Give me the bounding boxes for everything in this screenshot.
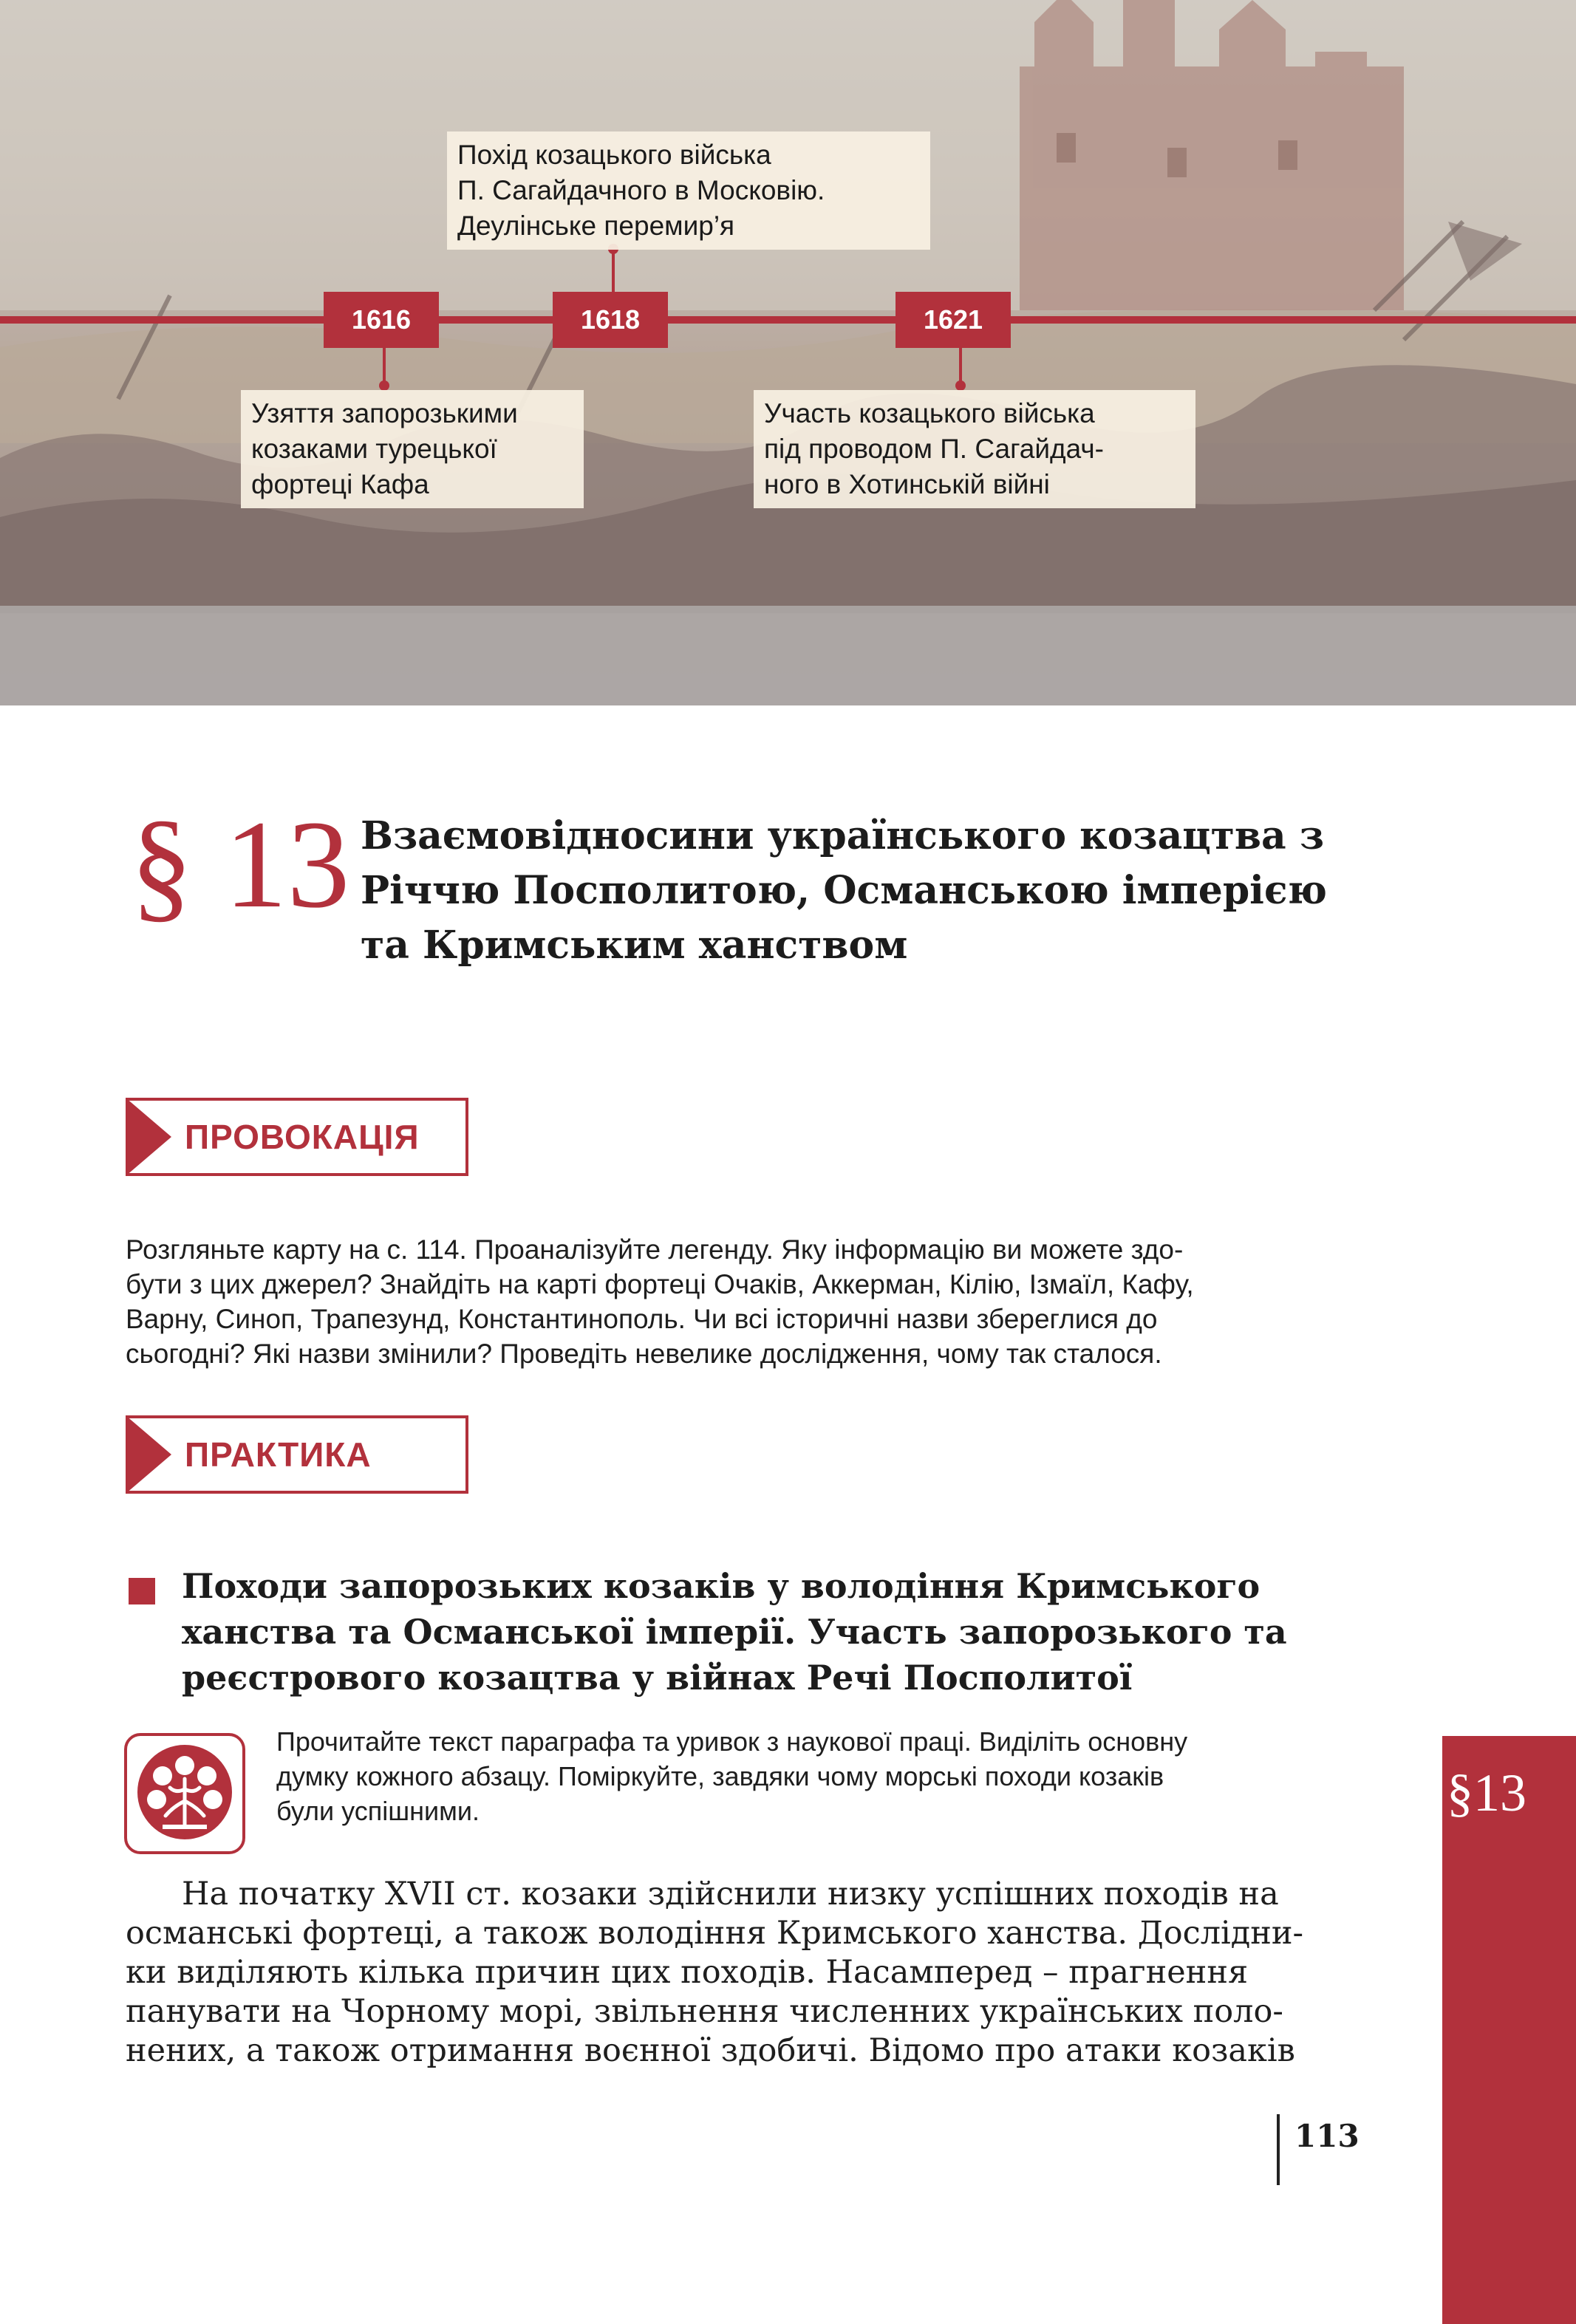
task-line: думку кожного абзацу. Поміркуйте, завдяки чому морські походи козаків (276, 1761, 1164, 1791)
event-1621-note (754, 390, 1195, 508)
timeline-axis (0, 316, 1576, 324)
paragraph-line: османські фортеці, а також володіння Кримського ханства. Дослідни- (126, 1915, 1304, 1952)
event-1621-line: Участь козацького війська (764, 398, 1095, 428)
task-line: були успішними. (276, 1796, 480, 1826)
event-1618-line: Похід козацького війська (457, 140, 771, 170)
subhead-bullet-icon (129, 1578, 155, 1604)
event-1621-line: під проводом П. Сагайдач- (764, 434, 1104, 464)
connector-1616 (383, 348, 386, 385)
section-subheading (182, 1563, 1401, 1701)
page-number-divider (1277, 2114, 1280, 2185)
event-1618-line: П. Сагайдачного в Московію. (457, 175, 825, 205)
provocation-text (126, 1232, 1411, 1371)
title-line: та Кримським ханством (361, 923, 908, 968)
subheading-line: реєстрового козацтва у війнах Речі Посполитої (182, 1658, 1133, 1698)
text-line: сьогодні? Які назви змінили? Проведіть невелике дослідження, чому так сталося. (126, 1339, 1162, 1369)
event-1618-line: Деулінське перемир’я (457, 211, 735, 241)
event-1621-line: ного в Хотинській війні (764, 469, 1050, 499)
year-1621-marker: 1621 (896, 292, 1011, 348)
main-paragraph (126, 1875, 1411, 2071)
paragraph-line: панувати на Чорному морі, звільнення численних українських поло- (126, 1993, 1283, 2030)
page-number: 113 (1294, 2118, 1360, 2154)
paragraph-line: ки виділяють кілька причин цих походів. Насамперед – прагнення (126, 1954, 1249, 1991)
event-1616-line: козаками турецької (251, 434, 497, 464)
battle-painting (0, 0, 1576, 705)
provocation-label: ПРОВОКАЦІЯ (185, 1118, 420, 1156)
title-line: Взаємовідносини українського козацтва з (361, 813, 1325, 858)
paragraph-number: § 13 (130, 795, 350, 934)
side-section-tab (1442, 1736, 1576, 2324)
tree-circle-glyph (127, 1736, 242, 1851)
event-1616-line: Узяття запорозькими (251, 398, 518, 428)
paragraph-line: нених, а також отримання воєнної здобичі. Відомо про атаки козаків (126, 2032, 1295, 2069)
task-text (276, 1724, 1414, 1828)
text-line: бути з цих джерел? Знайдіть на карті фортеці Очаків, Аккерман, Кілію, Ізмаїл, Кафу, (126, 1269, 1194, 1299)
practice-label: ПРАКТИКА (185, 1435, 372, 1474)
provocation-header (126, 1098, 468, 1176)
text-line: Варну, Синоп, Трапезунд, Константинополь. Чи всі історичні назви збереглися до (126, 1304, 1158, 1334)
practice-header (126, 1415, 468, 1494)
connector-dot-1621 (955, 380, 966, 391)
connector-1618 (612, 248, 615, 293)
paragraph-line: На початку XVII ст. козаки здійснили низку успішних походів на (182, 1876, 1279, 1913)
connector-dot-1616 (379, 380, 389, 391)
header-banner (0, 0, 1576, 705)
task-line: Прочитайте текст параграфа та уривок з наукової праці. Виділіть основну (276, 1726, 1188, 1757)
tree-circle-icon (124, 1733, 245, 1854)
text-line: Розгляньте карту на с. 114. Проаналізуйте легенду. Яку інформацію ви можете здо- (126, 1234, 1184, 1265)
subheading-line: Походи запорозьких козаків у володіння Кримського (182, 1566, 1261, 1606)
event-1618-note (447, 131, 930, 250)
connector-1621 (959, 348, 962, 385)
year-1618-marker: 1618 (553, 292, 668, 348)
subheading-line: ханства та Османської імперії. Участь запорозького та (182, 1612, 1287, 1652)
side-tab-label: §13 (1447, 1763, 1526, 1822)
arrow-marker-icon (126, 1098, 171, 1176)
page-title (361, 809, 1395, 973)
year-1616-marker: 1616 (324, 292, 439, 348)
title-line: Річчю Посполитою, Османською імперією (361, 868, 1327, 913)
arrow-marker-icon (126, 1415, 171, 1494)
event-1616-note (241, 390, 584, 508)
event-1616-line: фортеці Кафа (251, 469, 429, 499)
